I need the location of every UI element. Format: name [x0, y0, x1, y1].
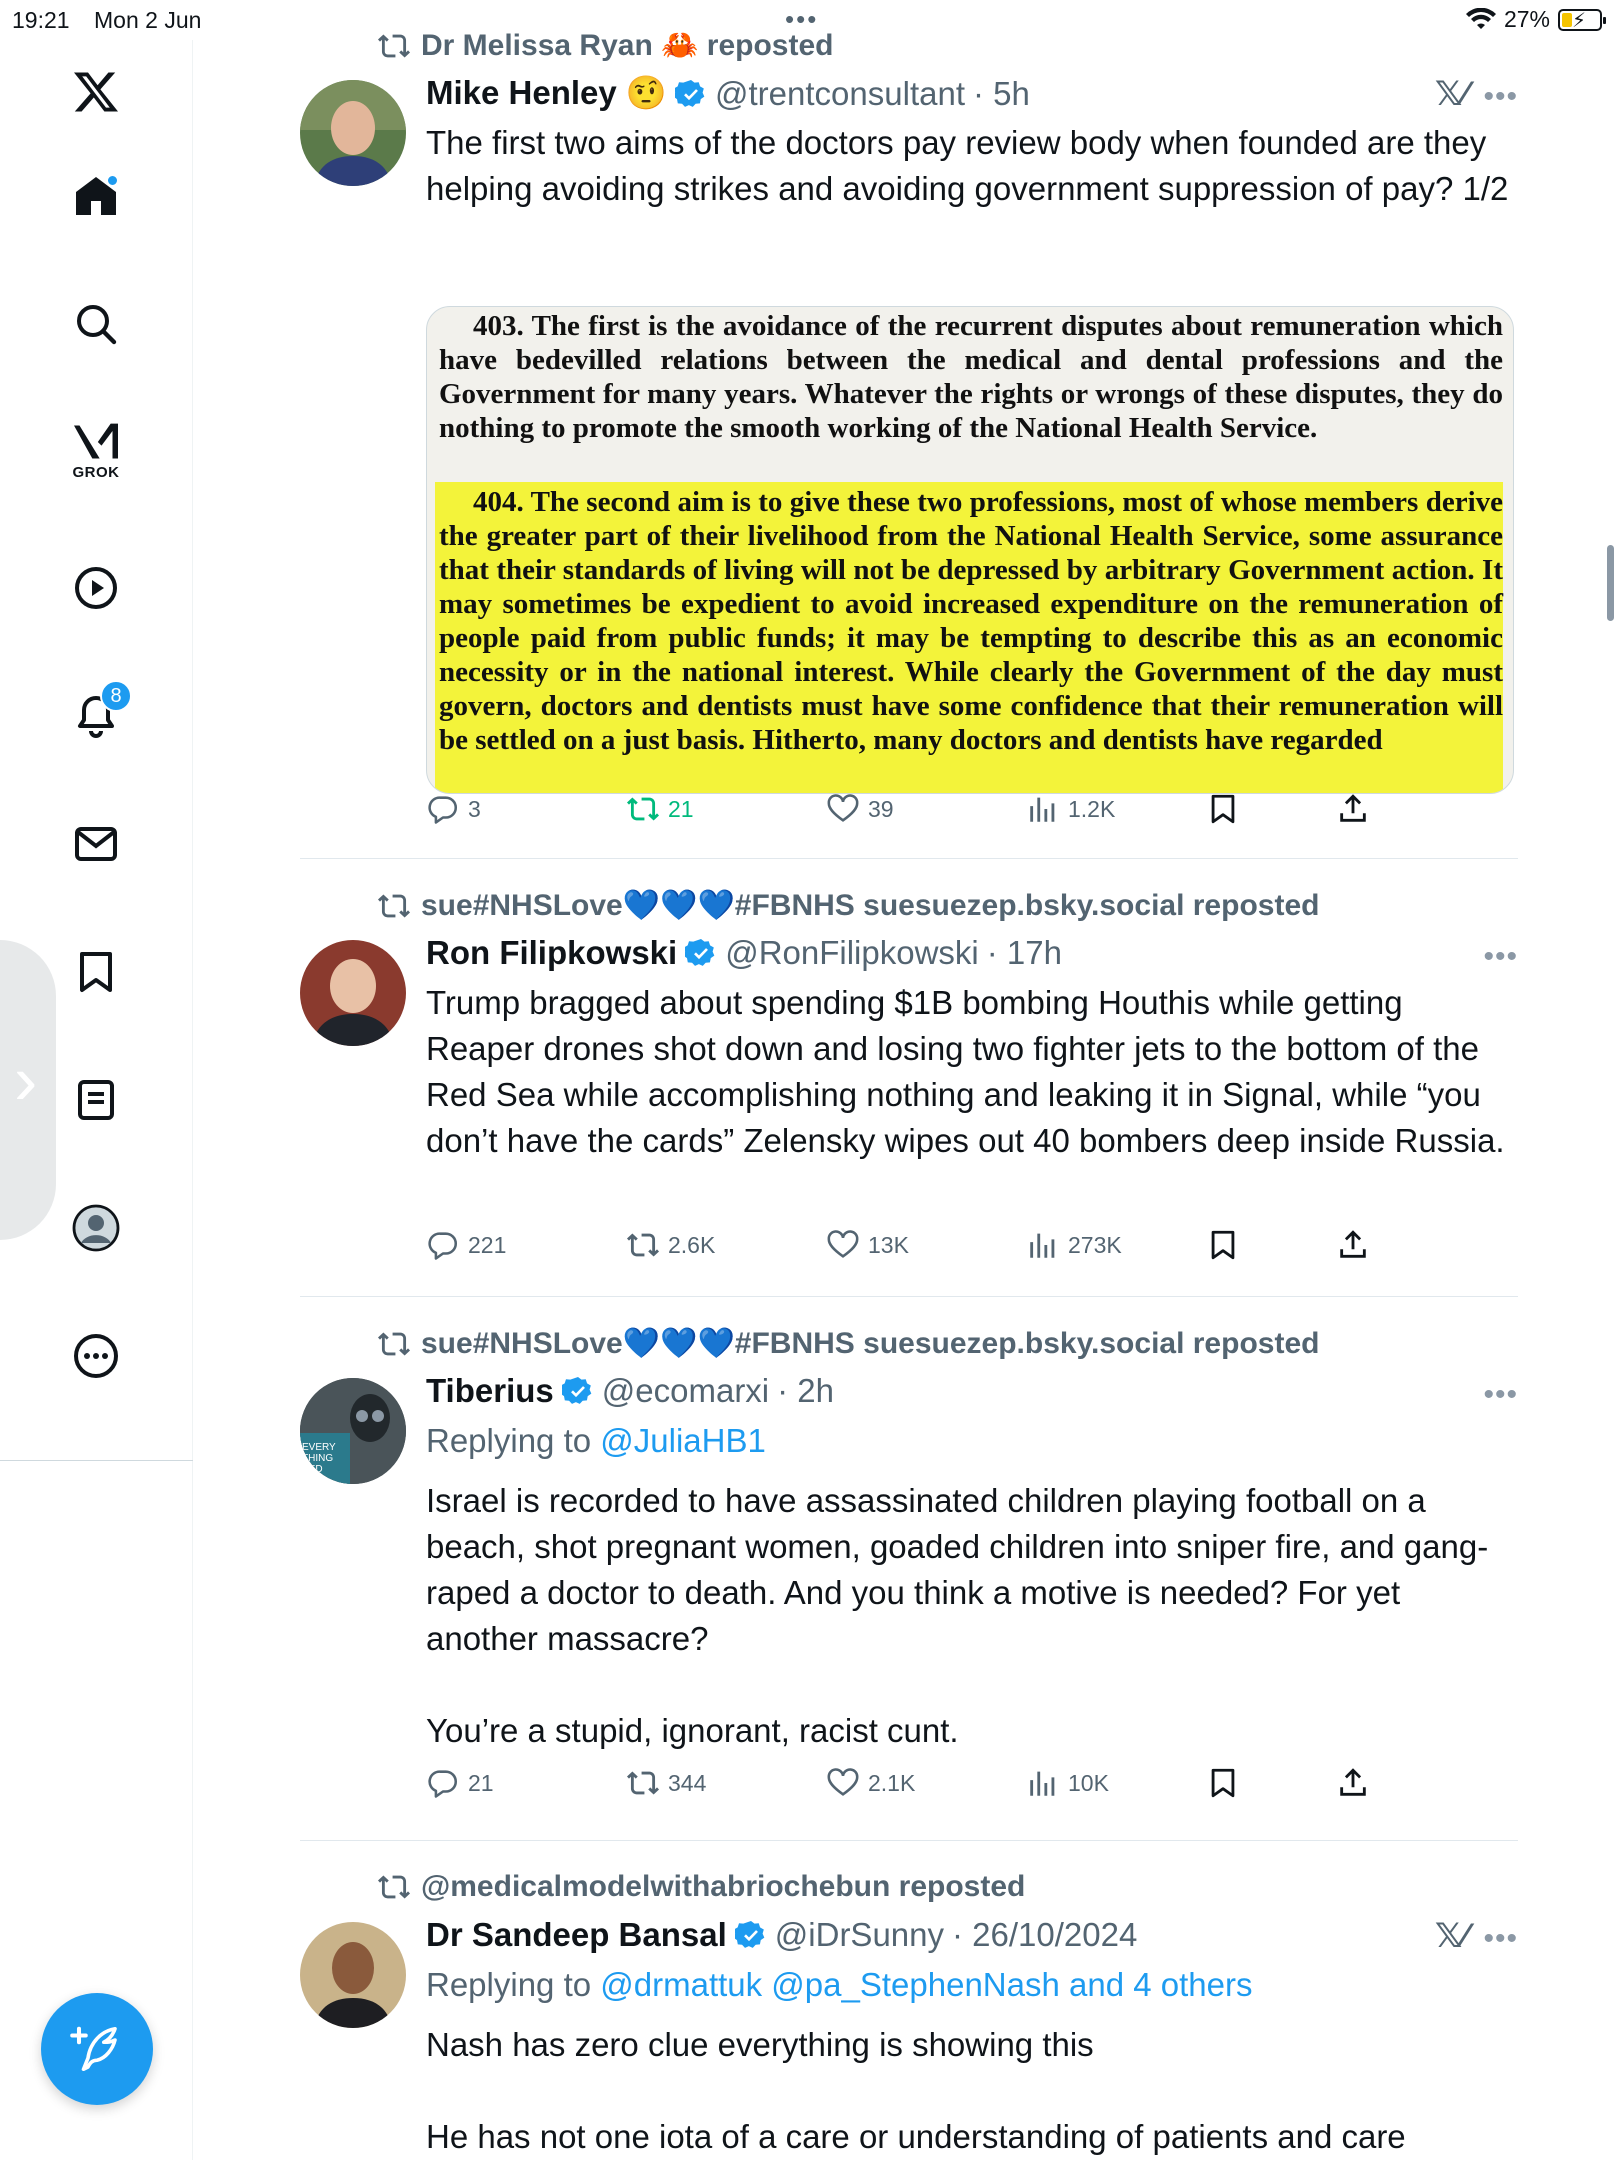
- tweet-actions: [426, 1766, 1426, 1806]
- home-badge-dot: [106, 174, 119, 187]
- views-button[interactable]: [1026, 1228, 1122, 1262]
- repost-context: [377, 28, 834, 63]
- chevron-right-icon: ›: [14, 1041, 38, 1119]
- handle[interactable]: @ecomarxi: [601, 1372, 770, 1409]
- heart-icon: [826, 1766, 860, 1800]
- reply-button[interactable]: [426, 1766, 494, 1800]
- grok-icon[interactable]: [62, 416, 130, 484]
- tweet[interactable]: [300, 1322, 1518, 1842]
- notifications-count-badge: 8: [100, 680, 132, 712]
- verified-badge-icon: [675, 78, 707, 110]
- x-logo-icon[interactable]: [62, 58, 130, 126]
- more-icon[interactable]: •••: [1483, 940, 1518, 973]
- avatar[interactable]: [300, 940, 406, 1046]
- repost-icon: [377, 889, 411, 923]
- bookmark-icon: [1206, 1228, 1240, 1262]
- repost-by-label[interactable]: sue#NHSLove💙💙💙#FBNHS suesuezep.bsky.social reposted: [421, 889, 1320, 922]
- grok-label: GROK: [72, 464, 120, 481]
- more-icon[interactable]: •••: [1483, 80, 1518, 113]
- divider: [300, 1840, 1518, 1841]
- handle[interactable]: @iDrSunny: [774, 1916, 945, 1953]
- like-count: 13K: [868, 1231, 909, 1258]
- tweet[interactable]: [300, 1866, 1518, 2160]
- views-button[interactable]: [1026, 792, 1115, 826]
- reply-button[interactable]: [426, 792, 481, 826]
- like-button[interactable]: [826, 1766, 915, 1800]
- tweet-text: The first two aims of the doctors pay review body when founded are they helping avoiding strikes and avoiding government suppression of pay? 1/2: [426, 124, 1509, 207]
- tweet-text: Trump bragged about spending $1B bombing Houthis while getting Reaper drones shot down and losing two fighter jets to the bottom of the Red Sea while accomplishing nothing and leaking it in Signal, while “you don’t have the cards” Zelensky wipes out 40 bombers deep inside Russia.: [426, 984, 1505, 1159]
- tweet-actions: [426, 1228, 1426, 1268]
- share-icon: [1336, 1228, 1370, 1262]
- display-name[interactable]: Mike Henley 🤨: [426, 74, 668, 111]
- repost-by-label[interactable]: sue#NHSLove💙💙💙#FBNHS suesuezep.bsky.social reposted: [421, 1327, 1320, 1360]
- replying-to-link[interactable]: @drmattuk @pa_StephenNash and 4 others: [600, 1966, 1253, 2003]
- tweet[interactable]: [300, 884, 1518, 1284]
- bookmark-button[interactable]: [1206, 1228, 1240, 1262]
- battery-percent: 27%: [1503, 6, 1550, 32]
- bookmark-button[interactable]: [1206, 792, 1240, 826]
- timestamp[interactable]: · 2h: [777, 1372, 835, 1409]
- view-count: 273K: [1068, 1231, 1122, 1258]
- messages-mail-icon[interactable]: [62, 810, 130, 878]
- video-play-icon[interactable]: [62, 554, 130, 622]
- document-paragraph-403: 403. The first is the avoidance of the recurrent disputes about remuneration which have bedevilled relations between the medical and dental professions and the Government for many years. Whatever the rights or wrongs of these disputes, they do nothing to promote the smooth working of the National Health Service.: [439, 310, 1503, 444]
- repost-by-label[interactable]: @medicalmodelwithabriochebun reposted: [421, 1870, 1026, 1903]
- replying-to-link[interactable]: @JuliaHB1: [600, 1422, 766, 1459]
- tweet-header: [426, 1916, 1137, 1954]
- repost-icon: [626, 1766, 660, 1800]
- like-button[interactable]: [826, 792, 894, 826]
- views-bar-chart-icon: [1026, 1766, 1060, 1800]
- repost-icon: [377, 1327, 411, 1361]
- display-name[interactable]: Ron Filipkowski: [426, 934, 678, 971]
- repost-icon: [626, 792, 660, 826]
- views-bar-chart-icon: [1026, 792, 1060, 826]
- view-count: 10K: [1068, 1769, 1109, 1796]
- avatar-text: EVERY THING KED: [302, 1442, 336, 1475]
- repost-icon: [377, 29, 411, 63]
- like-button[interactable]: [826, 1228, 909, 1262]
- scroll-indicator[interactable]: [1607, 545, 1614, 621]
- document-paragraph-404: 404. The second aim is to give these two professions, most of whose members derive the greater part of their livelihood from the National Health Service, some assurance that their standards of living will not be depressed by arbitrary Government action. It may sometimes be expedient to avoid increased expenditure on the remuneration of people paid from public funds; it may be tempting to describe this as an economic necessity or in the national interest. While clearly the Government of the day must govern, doctors and dentists must have some confidence that their remuneration will be settled on a just basis. Hitherto, many doctors and dentists have regarded: [439, 486, 1503, 756]
- replying-to: [426, 1966, 1252, 2004]
- reply-icon: [426, 1228, 460, 1262]
- reply-count: 221: [468, 1231, 507, 1258]
- tweet-text: Israel is recorded to have assassinated children playing football on a beach, shot pregnant women, goaded children into sniper fire, and gang-raped a doctor to death. And you think a motive is needed? For yet another massacre? You’re a stupid, ignorant, racist cunt.: [426, 1482, 1489, 1749]
- bookmark-icon: [1206, 792, 1240, 826]
- tweet-text: Nash has zero clue everything is showing this He has not one iota of a care or understanding of patients and care: [426, 2026, 1406, 2155]
- bookmark-button[interactable]: [1206, 1766, 1240, 1800]
- compose-post-button[interactable]: [41, 1993, 153, 2105]
- repost-count: 344: [668, 1769, 707, 1796]
- view-count: 1.2K: [1068, 795, 1116, 822]
- tweet-header: [426, 934, 1062, 972]
- lists-icon[interactable]: [62, 1066, 130, 1134]
- repost-icon: [626, 1228, 660, 1262]
- like-count: 39: [868, 795, 894, 822]
- like-count: 2.1K: [868, 1769, 916, 1796]
- multitasking-dots[interactable]: •••: [785, 4, 819, 34]
- repost-context: [377, 888, 1319, 923]
- share-button[interactable]: [1336, 792, 1370, 826]
- heart-icon: [826, 1228, 860, 1262]
- handle[interactable]: @RonFilipkowski: [725, 934, 979, 971]
- views-bar-chart-icon: [1026, 1228, 1060, 1262]
- replying-to-label: Replying to: [426, 1966, 601, 2003]
- heart-icon: [826, 792, 860, 826]
- avatar[interactable]: [300, 80, 406, 186]
- divider: [300, 1296, 1518, 1297]
- reply-icon: [426, 792, 460, 826]
- more-options-icon[interactable]: [62, 1322, 130, 1390]
- replying-to-label: Replying to: [426, 1422, 601, 1459]
- share-icon: [1336, 792, 1370, 826]
- bookmarks-icon[interactable]: [62, 938, 130, 1006]
- more-icon[interactable]: •••: [1483, 1378, 1518, 1411]
- views-button[interactable]: [1026, 1766, 1109, 1800]
- reply-count: 3: [468, 795, 481, 822]
- repost-button[interactable]: [626, 1228, 715, 1262]
- reply-button[interactable]: [426, 1228, 506, 1262]
- timestamp[interactable]: · 5h: [972, 74, 1030, 112]
- handle[interactable]: @trentconsultant: [715, 74, 965, 112]
- repost-button[interactable]: [626, 1766, 706, 1800]
- verified-badge-icon: [562, 1375, 594, 1407]
- tweet[interactable]: [300, 24, 1518, 856]
- repost-count: 2.6K: [668, 1231, 716, 1258]
- verified-badge-icon: [735, 1919, 767, 1951]
- more-icon[interactable]: •••: [1483, 1922, 1518, 1955]
- divider: [300, 858, 1518, 859]
- repost-button[interactable]: [626, 792, 694, 826]
- repost-context: [377, 1326, 1319, 1361]
- notifications-bell-icon[interactable]: [62, 682, 130, 750]
- tweet-header: [426, 1372, 834, 1410]
- tweet-image[interactable]: [426, 306, 1514, 794]
- display-name[interactable]: Tiberius: [426, 1372, 554, 1409]
- reply-count: 21: [468, 1769, 494, 1796]
- search-icon[interactable]: [62, 290, 130, 358]
- tweet-actions: [426, 792, 1426, 832]
- tweet-header: [426, 74, 1030, 113]
- status-time: 19:21: [12, 7, 70, 33]
- display-name[interactable]: Dr Sandeep Bansal: [426, 1916, 727, 1953]
- status-date: Mon 2 Jun: [94, 7, 202, 33]
- repost-icon: [377, 1870, 411, 1904]
- sidebar-divider: [0, 1460, 193, 1461]
- share-button[interactable]: [1336, 1228, 1370, 1262]
- bookmark-icon: [1206, 1766, 1240, 1800]
- avatar[interactable]: [300, 1922, 406, 2028]
- reply-icon: [426, 1766, 460, 1800]
- compose-feather-icon: [70, 2022, 124, 2076]
- battery-icon: ⚡: [1558, 9, 1602, 31]
- grok-explain-icon[interactable]: 𝕏⁄: [1434, 75, 1468, 113]
- repost-by-label[interactable]: Dr Melissa Ryan 🦀 reposted: [421, 29, 834, 62]
- avatar[interactable]: [300, 1378, 406, 1484]
- verified-badge-icon: [685, 937, 717, 969]
- repost-context: [377, 1870, 1025, 1904]
- share-button[interactable]: [1336, 1766, 1370, 1800]
- repost-count: 21: [668, 795, 694, 822]
- timestamp[interactable]: · 17h: [986, 934, 1062, 971]
- share-icon: [1336, 1766, 1370, 1800]
- profile-avatar-icon[interactable]: [62, 1194, 130, 1262]
- timestamp[interactable]: · 26/10/2024: [952, 1916, 1138, 1953]
- home-icon[interactable]: [62, 162, 130, 230]
- replying-to: [426, 1422, 766, 1460]
- grok-explain-icon[interactable]: 𝕏⁄: [1434, 1917, 1468, 1955]
